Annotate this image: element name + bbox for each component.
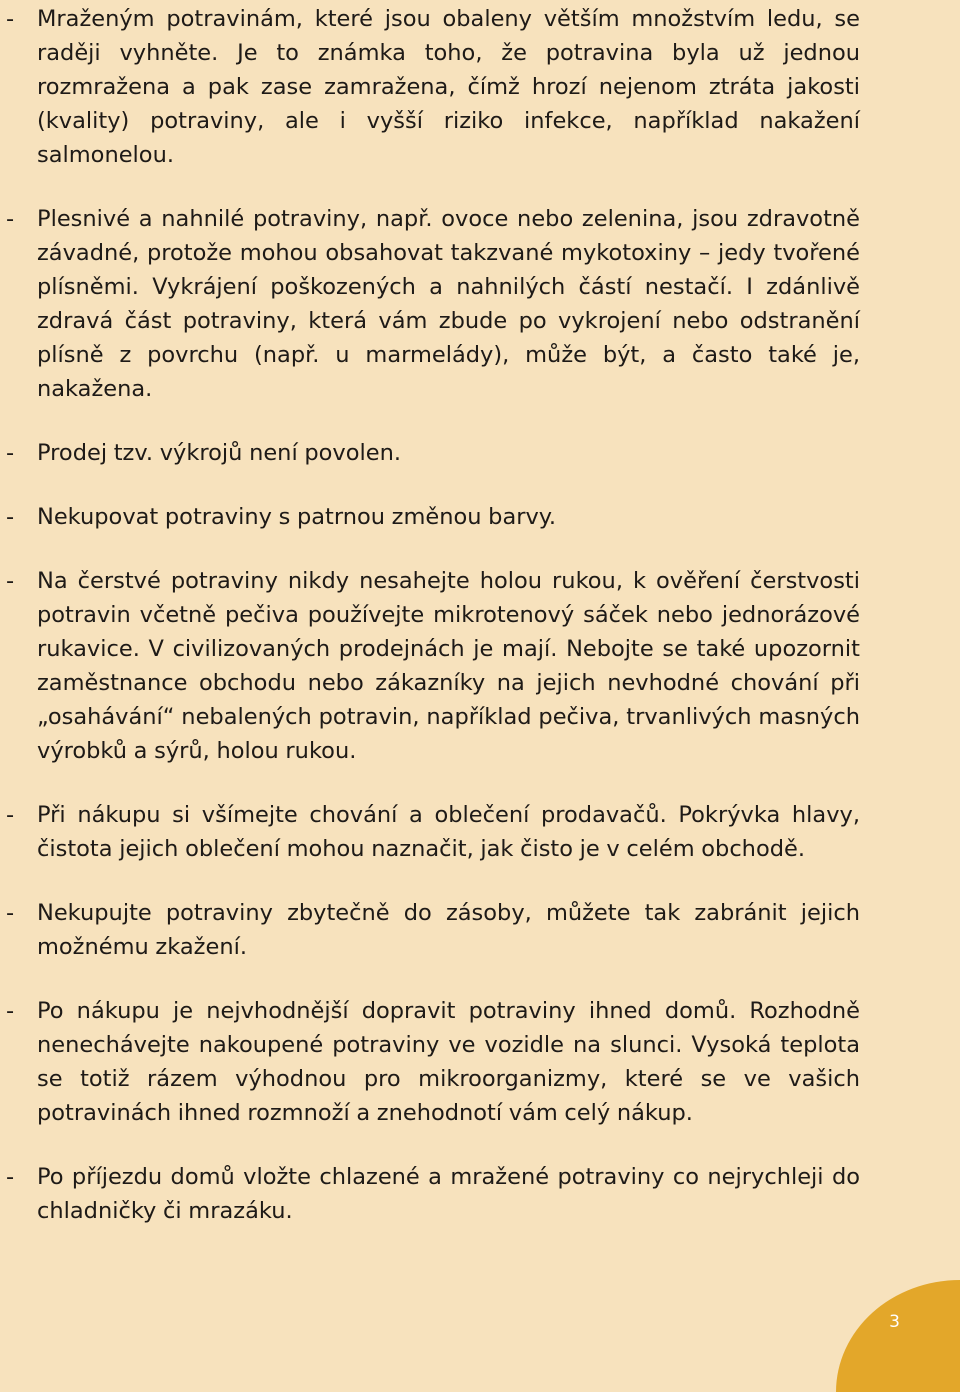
- bullet-text: Po příjezdu domů vložte chlazené a mražené potraviny co nejrychleji do chladničky či mrazáku.: [37, 1164, 860, 1224]
- bullet-dash: -: [6, 6, 15, 32]
- bullet-text: Po nákupu je nejvhodnější dopravit potraviny ihned domů. Rozhodně nenechávejte nakoupené potraviny ve vozidle na slunci. Vysoká teplota se totiž rázem výhodnou pro mikroorganizmy, které se ve vašich potravinách ihned rozmnoží a znehodnotí vám celý nákup.: [37, 998, 860, 1126]
- bullet-item-color-change: [0, 500, 860, 534]
- bullet-item-cut-offs: [0, 436, 860, 470]
- bullet-item-frozen-food: [0, 2, 860, 172]
- bullet-text: Prodej tzv. výkrojů není povolen.: [37, 440, 401, 466]
- page-number: 3: [889, 1312, 900, 1332]
- corner-tab-shape: [836, 1280, 960, 1392]
- bullet-list: [0, 2, 860, 1258]
- bullet-dash: -: [6, 504, 15, 530]
- bullet-text: Mraženým potravinám, které jsou obaleny větším množstvím ledu, se raději vyhněte. Je to známka toho, že potravina byla už jednou rozmražena a pak zase zamražena, čímž hrozí nejenom ztráta jakosti (kvality) potraviny, ale i vyšší riziko infekce, například nakažení salmonelou.: [37, 6, 860, 168]
- bullet-item-moldy-food: [0, 202, 860, 406]
- bullet-dash: -: [6, 802, 15, 828]
- bullet-text: Nekupovat potraviny s patrnou změnou barvy.: [37, 504, 557, 530]
- bullet-dash: -: [6, 998, 15, 1024]
- bullet-item-transport-home: [0, 994, 860, 1130]
- bullet-text: Při nákupu si všímejte chování a oblečení prodavačů. Pokrývka hlavy, čistota jejich oblečení mohou naznačit, jak čisto je v celém obchodě.: [37, 802, 860, 862]
- bullet-dash: -: [6, 206, 15, 232]
- bullet-dash: -: [6, 900, 15, 926]
- bullet-text: Plesnivé a nahnilé potraviny, např. ovoce nebo zelenina, jsou zdravotně závadné, protože mohou obsahovat takzvané mykotoxiny – jedy tvořené plísněmi. Vykrájení poškozených a nahnilých částí nestačí. I zdánlivě zdravá část potraviny, která vám zbude po vykrojení nebo odstranění plísně z povrchu (např. u marmelády), může být, a často také je, nakažena.: [37, 206, 860, 402]
- bullet-text: Nekupujte potraviny zbytečně do zásoby, můžete tak zabránit jejich možnému zkažení.: [37, 900, 860, 960]
- bullet-item-stockpiling: [0, 896, 860, 964]
- page-corner-tab: [836, 1280, 960, 1392]
- bullet-text: Na čerstvé potraviny nikdy nesahejte holou rukou, k ověření čerstvosti potravin včetně pečiva používejte mikrotenový sáček nebo jednorázové rukavice. V civilizovaných prodejnách je mají. Nebojte se také upozornit zaměstnance obchodu nebo zákazníky na jejich nevhodné chování při „osahávání“ nebalených potravin, například pečiva, trvanlivých masných výrobků a sýrů, holou rukou.: [37, 568, 860, 764]
- bullet-dash: -: [6, 440, 15, 466]
- bullet-item-refrigerate: [0, 1160, 860, 1228]
- bullet-item-touching-food: [0, 564, 860, 768]
- bullet-dash: -: [6, 568, 15, 594]
- bullet-dash: -: [6, 1164, 15, 1190]
- bullet-item-staff-hygiene: [0, 798, 860, 866]
